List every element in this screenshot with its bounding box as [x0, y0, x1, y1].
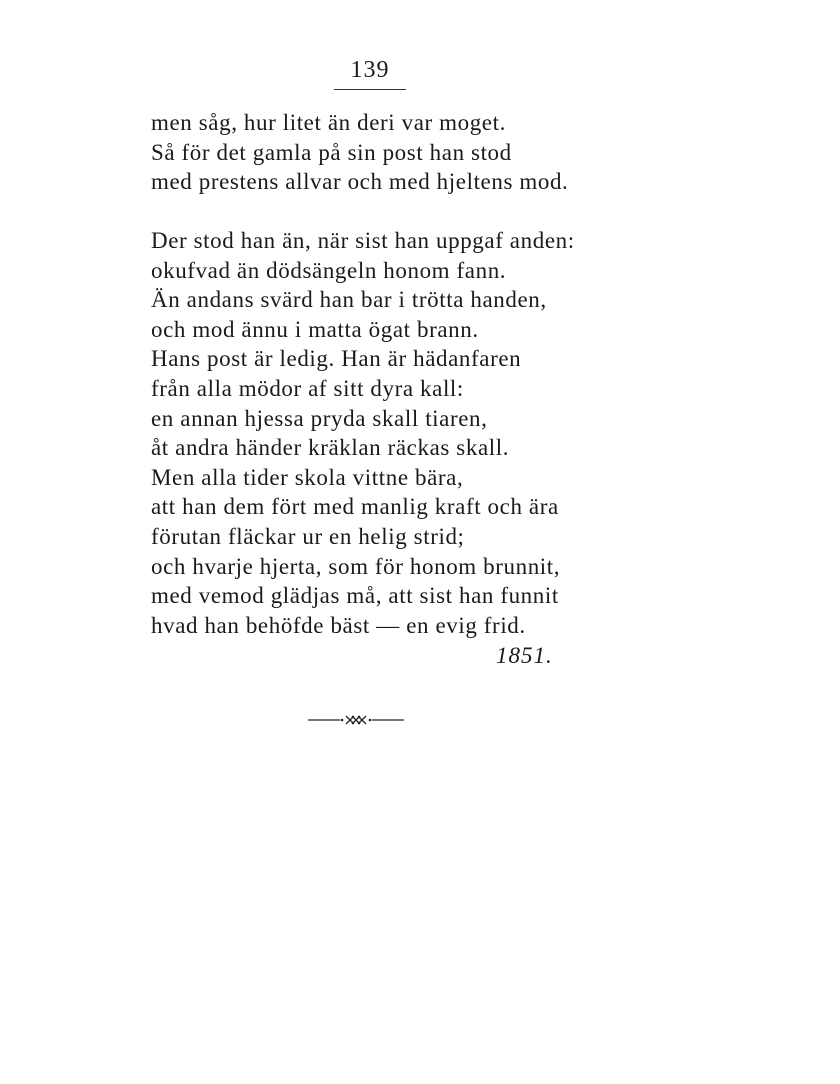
stanza-2 [151, 226, 575, 640]
poem-line: med prestens allvar och med hjeltens mod. [151, 169, 569, 195]
poem-date: 1851. [496, 643, 553, 668]
poem-line: Men alla tider skola vittne bära, [151, 464, 464, 490]
poem-line: Hans post är ledig. Han är hädanfaren [151, 346, 522, 372]
poem-line: hvad han behöfde bäst — en evig frid. [151, 612, 526, 638]
poem-line: och mod ännu i matta ögat brann. [151, 316, 479, 342]
poem-line: Der stod han än, när sist han uppgaf anden: [151, 228, 575, 253]
header-rule [334, 89, 406, 90]
poem-line: Än andans svärd han bar i trötta handen, [151, 287, 547, 313]
poem-line: förutan fläckar ur en helig strid; [151, 523, 465, 549]
poem-line: att han dem fört med manlig kraft och ära [151, 494, 559, 520]
poem-line: från alla mödor af sitt dyra kall: [151, 375, 464, 401]
end-ornament-icon [306, 712, 406, 728]
poem-line: men såg, hur litet än deri var moget. [151, 110, 506, 135]
page-number: 139 [350, 57, 390, 83]
poem-line: åt andra händer kräklan räckas skall. [151, 435, 510, 461]
poem-line: okufvad än dödsängeln honom fann. [151, 257, 507, 283]
poem-line: och hvarje hjerta, som för honom brunnit, [151, 553, 561, 579]
poem-line: med vemod glädjas må, att sist han funnit [151, 583, 559, 609]
stanza-1 [151, 108, 568, 197]
poem-line: en annan hjessa pryda skall tiaren, [151, 405, 488, 431]
poem-line: Så för det gamla på sin post han stod [151, 139, 512, 165]
